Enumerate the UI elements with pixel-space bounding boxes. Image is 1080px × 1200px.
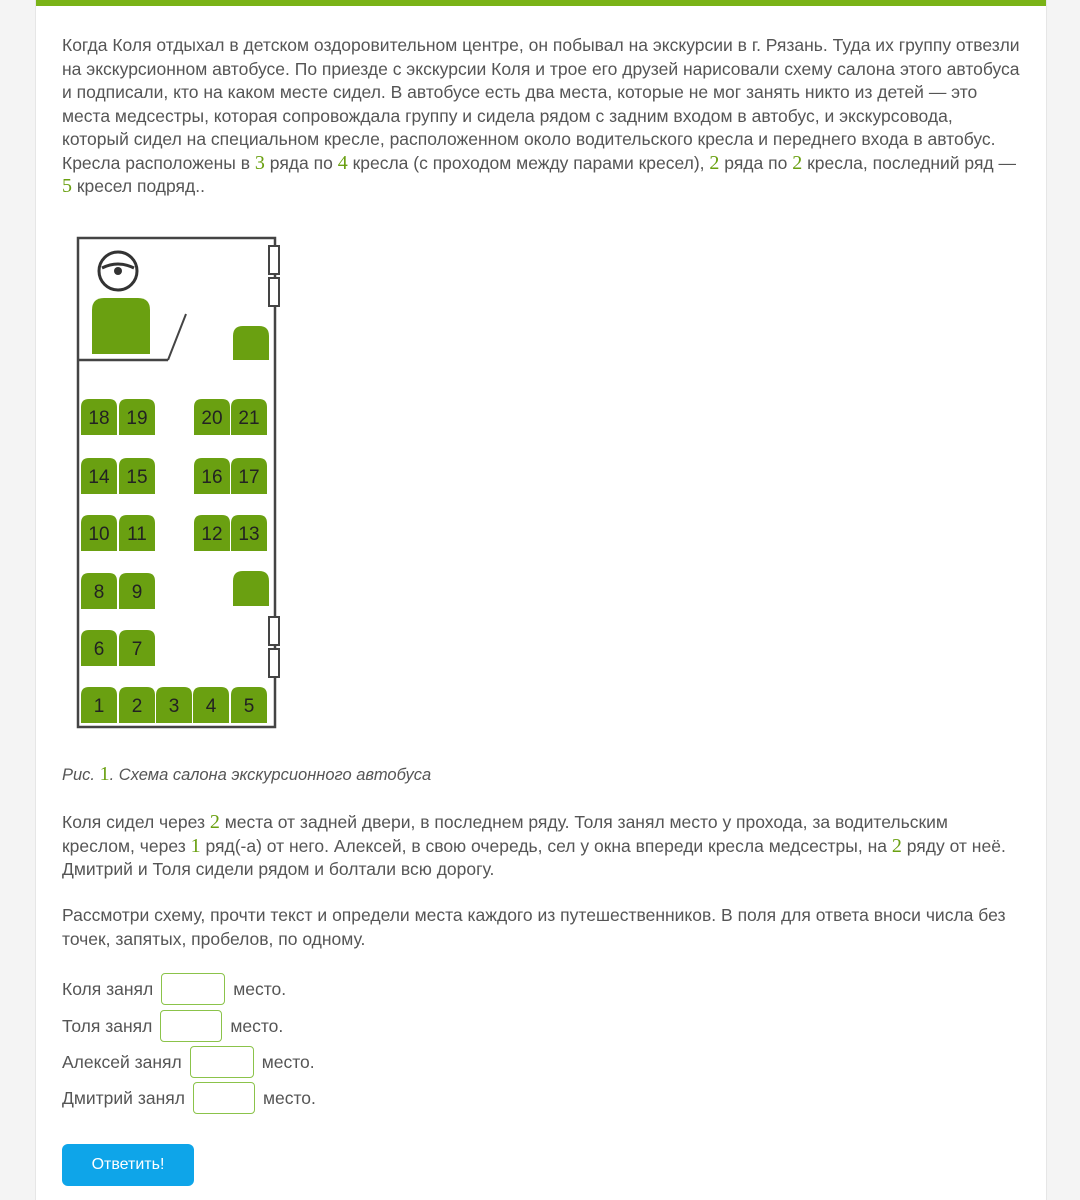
rear-door: [269, 649, 279, 677]
submit-button[interactable]: Ответить!: [62, 1144, 194, 1186]
top-accent-bar: [36, 0, 1046, 6]
bus-scheme: [76, 236, 326, 732]
seat-number: 14: [88, 467, 110, 488]
seat-number: 6: [93, 639, 105, 660]
cabin-divider: [168, 314, 186, 360]
seat-number: 13: [238, 524, 260, 545]
kolya-seat-input[interactable]: [161, 973, 225, 1005]
seat-number: 1: [93, 696, 105, 717]
seat-15: [119, 458, 155, 494]
rear-door: [269, 617, 279, 645]
seat-17: [231, 458, 267, 494]
seat-5: [231, 687, 267, 723]
seat-9: [119, 573, 155, 609]
seat-number: 4: [205, 696, 217, 717]
seat-number: 11: [127, 524, 147, 545]
guide-seat: [233, 326, 269, 360]
seat-20: [194, 399, 230, 435]
seat-number: 12: [201, 524, 223, 545]
answer-row-aleksey: Алексей занял место.: [62, 1046, 315, 1078]
seat-number: 17: [238, 467, 260, 488]
seat-number: 2: [131, 696, 143, 717]
nurse-seat: [233, 571, 269, 606]
answer-row-tolya: Толя занял место.: [62, 1010, 283, 1042]
seat-number: 9: [131, 582, 143, 603]
front-door: [269, 246, 279, 274]
seat-4: [193, 687, 229, 723]
seat-14: [81, 458, 117, 494]
seat-21: [231, 399, 267, 435]
seat-number: 18: [88, 408, 110, 429]
seat-12: [194, 515, 230, 551]
last-row-number: 5: [62, 175, 72, 197]
intro-text: Когда Коля отдыхал в детском оздоровительном центре, он побывал на экскурсии в г. Рязань. Туда их группу отвезли на экскурсионном автобусе. По приезде с экскурсии Коля и трое его друзей нарисовали схему салона этого автобуса и подписали, кто на каком месте сидел. В автобусе есть два места, которые не мог занять никто из детей — это места медсестры, которая сопровождала группу и сидела рядом с задним входом в автобус, и экскурсовода, который сидел на специальном кресле, расположенном около водительского кресла и переднего входа в автобус. Кресла расположены в 3 ряда по 4 кресла (с проходом между парами кресел), 2 ряда по 2 кресла, последний ряд — 5 кресел подряд..: [62, 35, 1020, 197]
front-door: [269, 278, 279, 306]
seat-1: [81, 687, 117, 723]
seat-18: [81, 399, 117, 435]
seat-11: [119, 515, 155, 551]
seat-number: 5: [243, 696, 255, 717]
seat-19: [119, 399, 155, 435]
seat-2: [119, 687, 155, 723]
seat-number: 7: [131, 639, 143, 660]
seat-number: 20: [201, 408, 223, 429]
steering-wheel-icon: [99, 252, 137, 290]
seat-number: 3: [168, 696, 180, 717]
seat-6: [81, 630, 117, 666]
answer-row-dmitriy: Дмитрий занял место.: [62, 1082, 316, 1114]
seat-number: 19: [126, 408, 148, 429]
double-rows-number: 2: [709, 151, 720, 174]
story-text: Коля сидел через 2 места от задней двери, в последнем ряду. Толя занял место у прохода, за водительским креслом, через 1 ряд(-а) от него. Алексей, в свою очередь, сел у окна впереди кресла медсестры, на 2 ряду от неё. Дмитрий и Толя сидели рядом и болтали всю дорогу.: [62, 811, 1006, 879]
seat-number: 15: [126, 467, 148, 488]
double-seats-number: 2: [792, 151, 803, 174]
figure-caption: Рис. 1. Схема салона экскурсионного автобуса: [62, 763, 432, 785]
seat-number: 10: [88, 524, 110, 545]
driver-seat: [92, 298, 150, 354]
seat-13: [231, 515, 267, 551]
aleksey-seat-input[interactable]: [190, 1046, 254, 1078]
dmitriy-seat-input[interactable]: [193, 1082, 255, 1114]
seat-number: 21: [238, 408, 260, 429]
seat-number: 16: [201, 467, 223, 488]
seat-10: [81, 515, 117, 551]
seat-7: [119, 630, 155, 666]
seat-16: [194, 458, 230, 494]
answer-row-kolya: Коля занял место.: [62, 973, 286, 1005]
seat-number: 8: [93, 582, 105, 603]
seats-per-row-number: 4: [337, 151, 348, 174]
seat-3: [156, 687, 192, 723]
task-card: [35, 0, 1047, 1200]
tolya-seat-input[interactable]: [160, 1010, 222, 1042]
seat-rows-number: 3: [254, 151, 265, 174]
task-instructions: Рассмотри схему, прочти текст и определи места каждого из путешественников. В поля для ответа вноси числа без точек, запятых, пробелов, по одному.: [62, 905, 1006, 949]
seat-8: [81, 573, 117, 609]
